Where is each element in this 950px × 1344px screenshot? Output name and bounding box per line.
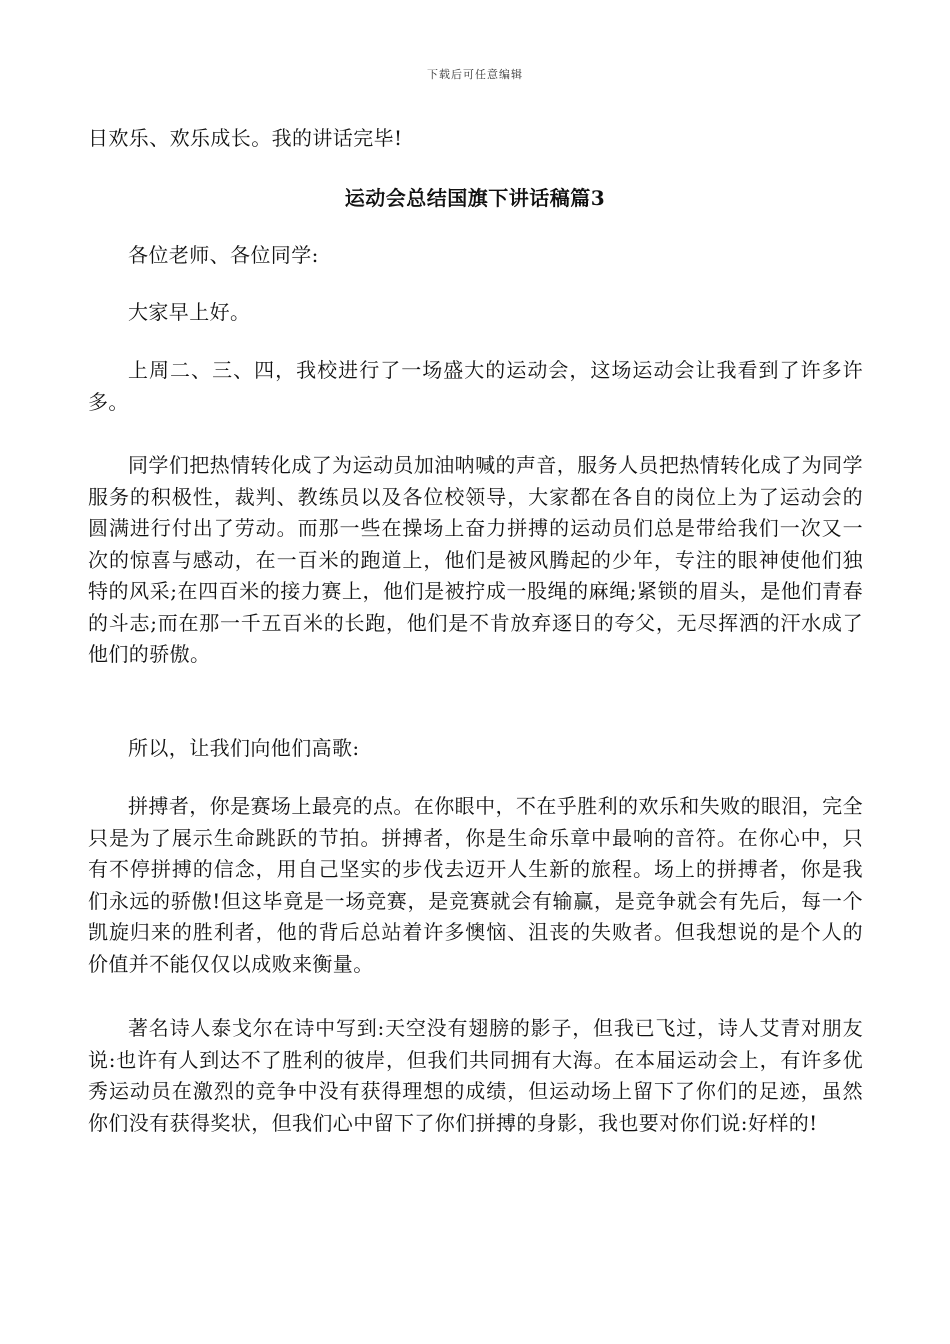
header-note: 下载后可任意编辑	[427, 68, 523, 81]
paragraph-1: 上周二、三、四，我校进行了一场盛大的运动会，这场运动会让我看到了许多许多。	[88, 358, 863, 414]
paragraph-4: 拼搏者，你是赛场上最亮的点。在你眼中，不在乎胜利的欢乐和失败的眼泪，完全只是为了展示生命跳跃的节拍。拼搏者，你是生命乐章中最响的音符。在你心中，只有不停拼搏的信念，用自己坚实的步伐去迈开人生新的旅程。场上的拼搏者，你是我们永远的骄傲!但这毕竟是一场竞赛，是竞赛就会有输赢，是竞争就会有先后，每一个凯旋归来的胜利者，他的背后总站着许多懊恼、沮丧的失败者。但我想说的是个人的价值并不能仅仅以成败来衡量。	[88, 794, 863, 976]
carryover-line: 日欢乐、欢乐成长。我的讲话完毕!	[88, 126, 403, 150]
paragraph-3: 所以，让我们向他们高歌:	[128, 736, 360, 760]
morning-line: 大家早上好。	[128, 300, 251, 324]
paragraph-2: 同学们把热情转化成了为运动员加油呐喊的声音，服务人员把热情转化成了为同学服务的积极性，裁判、教练员以及各位校领导，大家都在各自的岗位上为了运动会的圆满进行付出了劳动。而那一些在操场上奋力拼搏的运动员们总是带给我们一次又一次的惊喜与感动，在一百米的跑道上，他们是被风腾起的少年，专注的眼神使他们独特的风采;在四百米的接力赛上，他们是被拧成一股绳的麻绳;紧锁的眉头，是他们青春的斗志;而在那一千五百米的长跑，他们是不肯放弃逐日的夸父，无尽挥洒的汗水成了他们的骄傲。	[88, 453, 863, 666]
paragraph-5: 著名诗人泰戈尔在诗中写到:天空没有翅膀的影子，但我已飞过，诗人艾青对朋友说:也许有人到达不了胜利的彼岸，但我们共同拥有大海。在本届运动会上，有许多优秀运动员在激烈的竞争中没有获得理想的成绩，但运动场上留下了你们的足迹，虽然你们没有获得奖状，但我们心中留下了你们拼搏的身影，我也要对你们说:好样的!	[88, 1016, 863, 1135]
document-title: 运动会总结国旗下讲话稿篇3	[344, 186, 606, 210]
greeting-line: 各位老师、各位同学:	[128, 243, 319, 267]
